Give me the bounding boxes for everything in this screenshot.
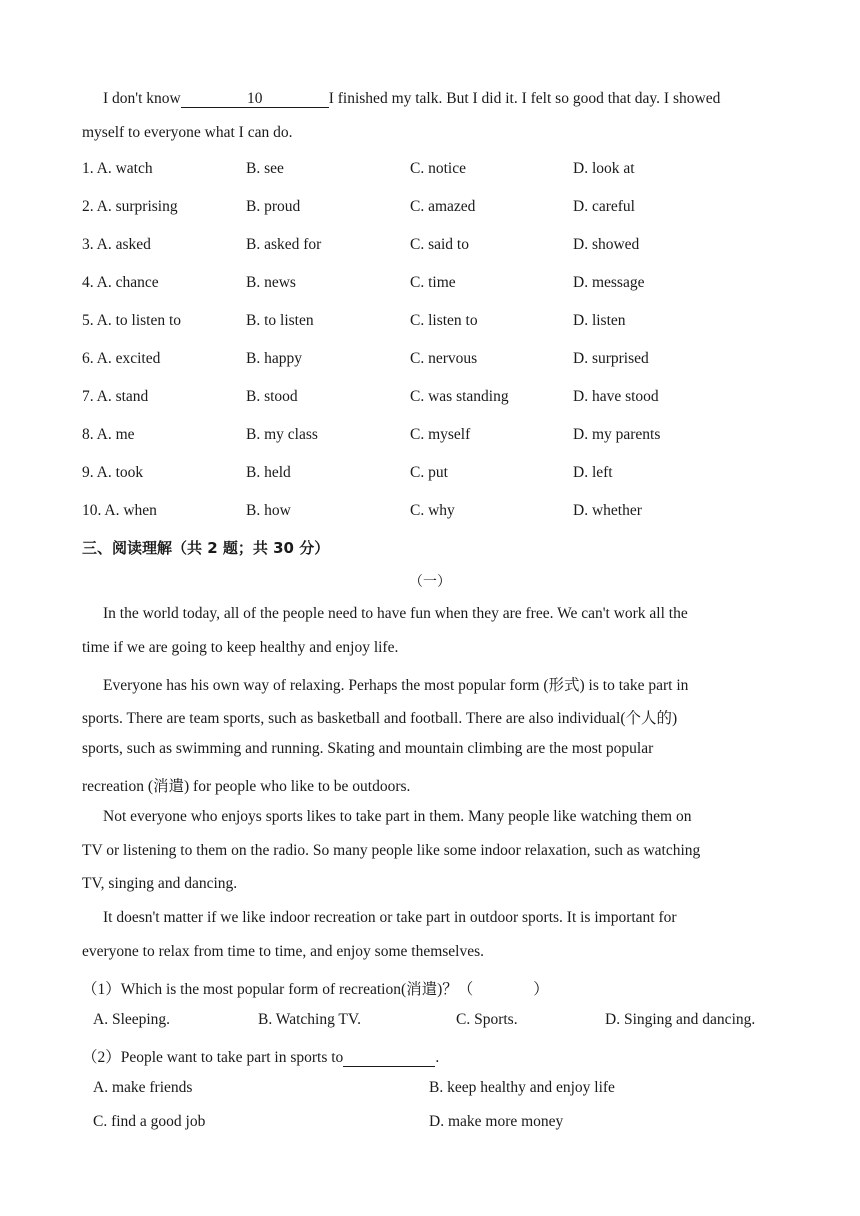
option-7-b: B. stood bbox=[246, 388, 298, 405]
blank-10: 10 bbox=[181, 91, 329, 108]
question-2-stem bbox=[82, 1045, 439, 1067]
option-row-3 bbox=[82, 236, 782, 258]
option-3-a: 3. A. asked bbox=[82, 236, 151, 253]
option-4-c: C. time bbox=[410, 274, 456, 291]
q2-option-d: D. make more money bbox=[429, 1113, 564, 1130]
option-row-7 bbox=[82, 388, 782, 410]
intro-line bbox=[103, 90, 720, 108]
question-2-end: . bbox=[435, 1049, 440, 1066]
option-6-b: B. happy bbox=[246, 350, 302, 367]
q1-option-b: B. Watching TV. bbox=[258, 1011, 361, 1028]
option-8-b: B. my class bbox=[246, 426, 318, 443]
option-4-a: 4. A. chance bbox=[82, 274, 159, 291]
passage-line: In the world today, all of the people need to have fun when they are free. We can't work all the bbox=[103, 605, 688, 622]
option-row-9 bbox=[82, 464, 782, 486]
intro-before: I don't know bbox=[103, 90, 181, 107]
q1-option-d: D. Singing and dancing. bbox=[605, 1011, 756, 1028]
intro-after: I finished my talk. But I did it. I felt so good that day. I showed bbox=[328, 90, 721, 107]
option-9-a: 9. A. took bbox=[82, 464, 144, 481]
option-row-2 bbox=[82, 198, 782, 220]
passage-line: TV, singing and dancing. bbox=[82, 875, 238, 892]
option-6-a: 6. A. excited bbox=[82, 350, 161, 367]
question-2-text: （2）People want to take part in sports to bbox=[82, 1049, 344, 1066]
passage-line: sports. There are team sports, such as basketball and football. There are also individual(个人的) bbox=[82, 710, 678, 727]
option-1-a: 1. A. watch bbox=[82, 160, 153, 177]
passage-line: TV or listening to them on the radio. So many people like some indoor relaxation, such as watching bbox=[82, 842, 701, 859]
option-row-1 bbox=[82, 160, 782, 182]
option-3-c: C. said to bbox=[410, 236, 469, 253]
option-row-5 bbox=[82, 312, 782, 334]
option-10-b: B. how bbox=[246, 502, 291, 519]
option-2-d: D. careful bbox=[573, 198, 635, 215]
option-8-d: D. my parents bbox=[573, 426, 661, 443]
question-2-options-row-1 bbox=[93, 1079, 793, 1101]
option-1-c: C. notice bbox=[410, 160, 466, 177]
option-row-4 bbox=[82, 274, 782, 296]
option-7-c: C. was standing bbox=[410, 388, 509, 405]
option-8-a: 8. A. me bbox=[82, 426, 135, 443]
option-2-a: 2. A. surprising bbox=[82, 198, 178, 215]
option-2-c: C. amazed bbox=[410, 198, 476, 215]
question-1-stem bbox=[82, 977, 549, 999]
option-4-d: D. message bbox=[573, 274, 645, 291]
option-10-c: C. why bbox=[410, 502, 455, 519]
question-1-close: ） bbox=[533, 981, 549, 998]
option-8-c: C. myself bbox=[410, 426, 471, 443]
option-5-a: 5. A. to listen to bbox=[82, 312, 182, 329]
passage-line: everyone to relax from time to time, and enjoy some themselves. bbox=[82, 943, 485, 960]
option-1-d: D. look at bbox=[573, 160, 635, 177]
passage-label: （一） bbox=[409, 575, 451, 590]
option-1-b: B. see bbox=[246, 160, 284, 177]
option-3-d: D. showed bbox=[573, 236, 640, 253]
option-5-c: C. listen to bbox=[410, 312, 478, 329]
passage-line: time if we are going to keep healthy and enjoy life. bbox=[82, 639, 399, 656]
q2-option-a: A. make friends bbox=[93, 1079, 193, 1096]
option-9-b: B. held bbox=[246, 464, 291, 481]
option-row-10 bbox=[82, 502, 782, 524]
passage-line: recreation (消遣) for people who like to be outdoors. bbox=[82, 778, 411, 795]
option-4-b: B. news bbox=[246, 274, 296, 291]
option-5-d: D. listen bbox=[573, 312, 626, 329]
option-6-d: D. surprised bbox=[573, 350, 649, 367]
question-1-text: （1）Which is the most popular form of recreation(消遣)？（ bbox=[82, 981, 474, 998]
option-6-c: C. nervous bbox=[410, 350, 478, 367]
intro-line-2: myself to everyone what I can do. bbox=[82, 124, 293, 141]
option-3-b: B. asked for bbox=[246, 236, 322, 253]
option-5-b: B. to listen bbox=[246, 312, 314, 329]
section-title: 三、阅读理解（共 2 题；共 30 分） bbox=[82, 539, 330, 557]
q1-option-a: A. Sleeping. bbox=[93, 1011, 171, 1028]
q1-option-c: C. Sports. bbox=[456, 1011, 518, 1028]
option-10-d: D. whether bbox=[573, 502, 642, 519]
option-9-d: D. left bbox=[573, 464, 613, 481]
option-7-a: 7. A. stand bbox=[82, 388, 149, 405]
question-1-options bbox=[93, 1011, 793, 1033]
q2-option-b: B. keep healthy and enjoy life bbox=[429, 1079, 615, 1096]
option-row-6 bbox=[82, 350, 782, 372]
option-9-c: C. put bbox=[410, 464, 448, 481]
passage-line: sports, such as swimming and running. Skating and mountain climbing are the most popular bbox=[82, 740, 654, 757]
option-2-b: B. proud bbox=[246, 198, 301, 215]
passage-line: Not everyone who enjoys sports likes to take part in them. Many people like watching them on bbox=[103, 808, 692, 825]
q2-option-c: C. find a good job bbox=[93, 1113, 206, 1130]
option-7-d: D. have stood bbox=[573, 388, 659, 405]
question-2-options-row-2 bbox=[93, 1113, 793, 1135]
option-10-a: 10. A. when bbox=[82, 502, 157, 519]
answer-blank bbox=[343, 1050, 435, 1067]
passage-line: Everyone has his own way of relaxing. Perhaps the most popular form (形式) is to take part in bbox=[103, 677, 689, 694]
option-row-8 bbox=[82, 426, 782, 448]
passage-line: It doesn't matter if we like indoor recreation or take part in outdoor sports. It is important for bbox=[103, 909, 677, 926]
